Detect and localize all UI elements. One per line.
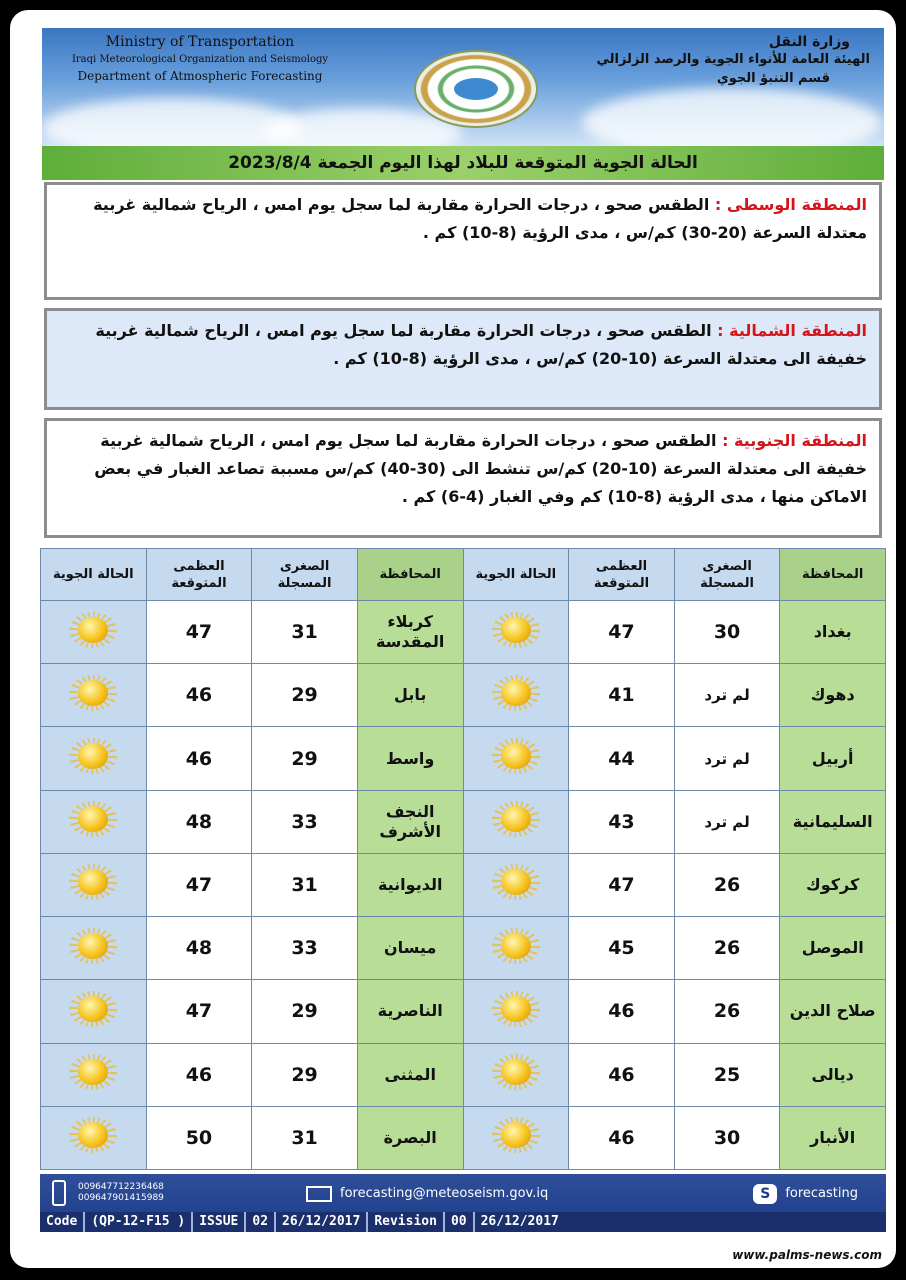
min-temp-cell: 26 bbox=[674, 917, 780, 980]
phone-numbers bbox=[78, 1182, 164, 1204]
governorate-cell: الموصل bbox=[780, 917, 886, 980]
sunny-icon bbox=[492, 612, 540, 648]
sunny-icon bbox=[69, 1054, 117, 1090]
sunny-icon bbox=[492, 675, 540, 711]
max-temp-cell: 46 bbox=[569, 1106, 675, 1169]
min-temp-cell: 30 bbox=[674, 601, 780, 664]
mail-icon bbox=[306, 1186, 332, 1202]
sunny-icon bbox=[69, 991, 117, 1027]
max-temp-cell: 41 bbox=[569, 664, 675, 727]
max-temp-cell: 47 bbox=[146, 601, 252, 664]
min-temp-cell: 25 bbox=[674, 1043, 780, 1106]
weather-cell bbox=[463, 980, 569, 1043]
table-row bbox=[41, 790, 886, 853]
governorate-cell: صلاح الدين bbox=[780, 980, 886, 1043]
weather-cell bbox=[463, 1043, 569, 1106]
sunny-icon bbox=[492, 801, 540, 837]
sunny-icon bbox=[492, 1054, 540, 1090]
governorate-cell: واسط bbox=[357, 727, 463, 790]
page-title: الحالة الجوية المتوقعة للبلاد لهذا اليوم الجمعة 2023/8/4 bbox=[42, 146, 884, 180]
header-arabic bbox=[596, 34, 870, 90]
sunny-icon bbox=[69, 801, 117, 837]
sunny-icon bbox=[69, 1117, 117, 1153]
max-temp-cell: 46 bbox=[569, 980, 675, 1043]
min-temp-cell: 29 bbox=[252, 727, 358, 790]
weather-cell bbox=[463, 790, 569, 853]
table-row bbox=[41, 853, 886, 916]
max-temp-cell: 47 bbox=[569, 853, 675, 916]
weather-cell bbox=[463, 664, 569, 727]
governorate-cell: السليمانية bbox=[780, 790, 886, 853]
table-row bbox=[41, 917, 886, 980]
weather-cell bbox=[41, 853, 147, 916]
table-row bbox=[41, 727, 886, 790]
governorate-cell: كركوك bbox=[780, 853, 886, 916]
department-name-en: Department of Atmospheric Forecasting bbox=[77, 69, 323, 83]
sunny-icon bbox=[69, 864, 117, 900]
col-header-weather: الحالة الجوية bbox=[463, 549, 569, 601]
weather-cell bbox=[463, 1106, 569, 1169]
governorate-cell: النجف الأشرف bbox=[357, 790, 463, 853]
revision-label: Revision bbox=[368, 1212, 445, 1232]
governorate-cell: الديوانية bbox=[357, 853, 463, 916]
phone-icon bbox=[52, 1180, 66, 1206]
governorate-cell: ديالى bbox=[780, 1043, 886, 1106]
code-label: Code bbox=[40, 1212, 85, 1232]
min-temp-cell: 33 bbox=[252, 917, 358, 980]
weather-cell bbox=[463, 917, 569, 980]
min-temp-cell: 31 bbox=[252, 601, 358, 664]
issue-label: ISSUE bbox=[193, 1212, 246, 1232]
col-header-min: الصغرى المسجلة bbox=[252, 549, 358, 601]
phone-number: 009647901415989 bbox=[78, 1193, 164, 1203]
table-row bbox=[41, 601, 886, 664]
weather-cell bbox=[41, 917, 147, 980]
col-header-governorate: المحافظة bbox=[780, 549, 886, 601]
sunny-icon bbox=[492, 864, 540, 900]
header-banner bbox=[42, 28, 884, 146]
region-central bbox=[44, 182, 882, 300]
email-contact[interactable] bbox=[340, 1186, 548, 1201]
min-temp-cell: 29 bbox=[252, 1043, 358, 1106]
min-temp-cell: 31 bbox=[252, 853, 358, 916]
col-header-min: الصغرى المسجلة bbox=[674, 549, 780, 601]
temperature-table bbox=[40, 548, 886, 1170]
table-row bbox=[41, 1043, 886, 1106]
weather-cell bbox=[41, 664, 147, 727]
skype-contact[interactable] bbox=[760, 1186, 858, 1202]
table-row bbox=[41, 664, 886, 727]
governorate-cell: بابل bbox=[357, 664, 463, 727]
max-temp-cell: 47 bbox=[146, 980, 252, 1043]
code-value: (QP-12-F15 ) bbox=[85, 1212, 193, 1232]
skype-handle[interactable]: forecasting bbox=[785, 1186, 858, 1201]
sunny-icon bbox=[492, 1117, 540, 1153]
revision-value: 00 bbox=[445, 1212, 475, 1232]
region-text: الطقس صحو ، درجات الحرارة مقاربة لما سجل يوم امس ، الرياح شمالية غربية خفيفة الى معتدلة السرعة (10-20) كم/س ، مدى الرؤية (8-10) كم . bbox=[95, 321, 867, 368]
max-temp-cell: 46 bbox=[569, 1043, 675, 1106]
min-temp-cell: لم ترد bbox=[674, 727, 780, 790]
weather-cell bbox=[463, 853, 569, 916]
sunny-icon bbox=[69, 612, 117, 648]
ministry-name-ar: وزارة النقل bbox=[768, 34, 850, 50]
region-text: الطقس صحو ، درجات الحرارة مقاربة لما سجل يوم امس ، الرياح شمالية غربية خفيفة الى معتدلة السرعة (10-20) كم/س تنشط الى (30-40) كم/س مسببة تصاعد الغبار في بعض الاماكن منها ، مدى الرؤية (8-10) كم وفي الغبار (4-6) كم . bbox=[94, 431, 867, 506]
skype-icon: S bbox=[753, 1184, 777, 1204]
weather-cell bbox=[41, 727, 147, 790]
sunny-icon bbox=[69, 675, 117, 711]
min-temp-cell: لم ترد bbox=[674, 664, 780, 727]
organization-name-ar: الهيئة العامة للأنواء الجوية والرصد الزلزالي bbox=[596, 52, 870, 67]
region-name: المنطقة الوسطى : bbox=[714, 195, 867, 214]
col-header-max: العظمى المتوقعة bbox=[146, 549, 252, 601]
region-name: المنطقة الشمالية : bbox=[717, 321, 867, 340]
max-temp-cell: 47 bbox=[146, 853, 252, 916]
revision-date: 26/12/2017 bbox=[480, 1214, 559, 1229]
max-temp-cell: 48 bbox=[146, 917, 252, 980]
max-temp-cell: 45 bbox=[569, 917, 675, 980]
sunny-icon bbox=[69, 928, 117, 964]
max-temp-cell: 44 bbox=[569, 727, 675, 790]
ministry-name-en: Ministry of Transportation bbox=[105, 34, 295, 50]
max-temp-cell: 47 bbox=[569, 601, 675, 664]
table-row bbox=[41, 980, 886, 1043]
sunny-icon bbox=[69, 738, 117, 774]
sunny-icon bbox=[492, 928, 540, 964]
region-text: الطقس صحو ، درجات الحرارة مقاربة لما سجل يوم امس ، الرياح شمالية غربية معتدلة السرعة (20-30) كم/س ، مدى الرؤية (8-10) كم . bbox=[93, 195, 867, 242]
col-header-governorate: المحافظة bbox=[357, 549, 463, 601]
min-temp-cell: 26 bbox=[674, 980, 780, 1043]
min-temp-cell: 30 bbox=[674, 1106, 780, 1169]
organization-logo bbox=[414, 50, 538, 128]
weather-cell bbox=[463, 601, 569, 664]
governorate-cell: البصرة bbox=[357, 1106, 463, 1169]
governorate-cell: كربلاء المقدسة bbox=[357, 601, 463, 664]
email-address[interactable]: forecasting@meteoseism.gov.iq bbox=[340, 1186, 549, 1201]
sunny-icon bbox=[492, 991, 540, 1027]
max-temp-cell: 50 bbox=[146, 1106, 252, 1169]
governorate-cell: بغداد bbox=[780, 601, 886, 664]
header-english bbox=[60, 34, 340, 85]
sunny-icon bbox=[492, 738, 540, 774]
col-header-weather: الحالة الجوية bbox=[41, 549, 147, 601]
region-north bbox=[44, 308, 882, 410]
min-temp-cell: 26 bbox=[674, 853, 780, 916]
department-name-ar: قسم التنبؤ الجوي bbox=[716, 71, 830, 86]
document-code-bar bbox=[40, 1212, 886, 1232]
min-temp-cell: 31 bbox=[252, 1106, 358, 1169]
weather-cell bbox=[41, 1043, 147, 1106]
max-temp-cell: 43 bbox=[569, 790, 675, 853]
max-temp-cell: 46 bbox=[146, 664, 252, 727]
weather-cell bbox=[463, 727, 569, 790]
forecast-sheet bbox=[10, 10, 896, 1268]
issue-value: 02 bbox=[246, 1212, 276, 1232]
weather-cell bbox=[41, 601, 147, 664]
min-temp-cell: لم ترد bbox=[674, 790, 780, 853]
governorate-cell: دهوك bbox=[780, 664, 886, 727]
min-temp-cell: 29 bbox=[252, 664, 358, 727]
weather-cell bbox=[41, 980, 147, 1043]
governorate-cell: الأنبار bbox=[780, 1106, 886, 1169]
table-header-row bbox=[41, 549, 886, 601]
governorate-cell: المثنى bbox=[357, 1043, 463, 1106]
min-temp-cell: 33 bbox=[252, 790, 358, 853]
col-header-max: العظمى المتوقعة bbox=[569, 549, 675, 601]
region-south bbox=[44, 418, 882, 538]
issue-date: 26/12/2017 bbox=[276, 1212, 368, 1232]
weather-cell bbox=[41, 790, 147, 853]
governorate-cell: أربيل bbox=[780, 727, 886, 790]
governorate-cell: ميسان bbox=[357, 917, 463, 980]
governorate-cell: الناصرية bbox=[357, 980, 463, 1043]
phone-number: 009647712236468 bbox=[78, 1182, 164, 1192]
max-temp-cell: 48 bbox=[146, 790, 252, 853]
max-temp-cell: 46 bbox=[146, 1043, 252, 1106]
table-row bbox=[41, 1106, 886, 1169]
region-name: المنطقة الجنوبية : bbox=[722, 431, 867, 450]
weather-cell bbox=[41, 1106, 147, 1169]
min-temp-cell: 29 bbox=[252, 980, 358, 1043]
watermark: www.palms-news.com bbox=[732, 1248, 882, 1262]
organization-name-en: Iraqi Meteorological Organization and Seismology bbox=[71, 54, 329, 65]
max-temp-cell: 46 bbox=[146, 727, 252, 790]
